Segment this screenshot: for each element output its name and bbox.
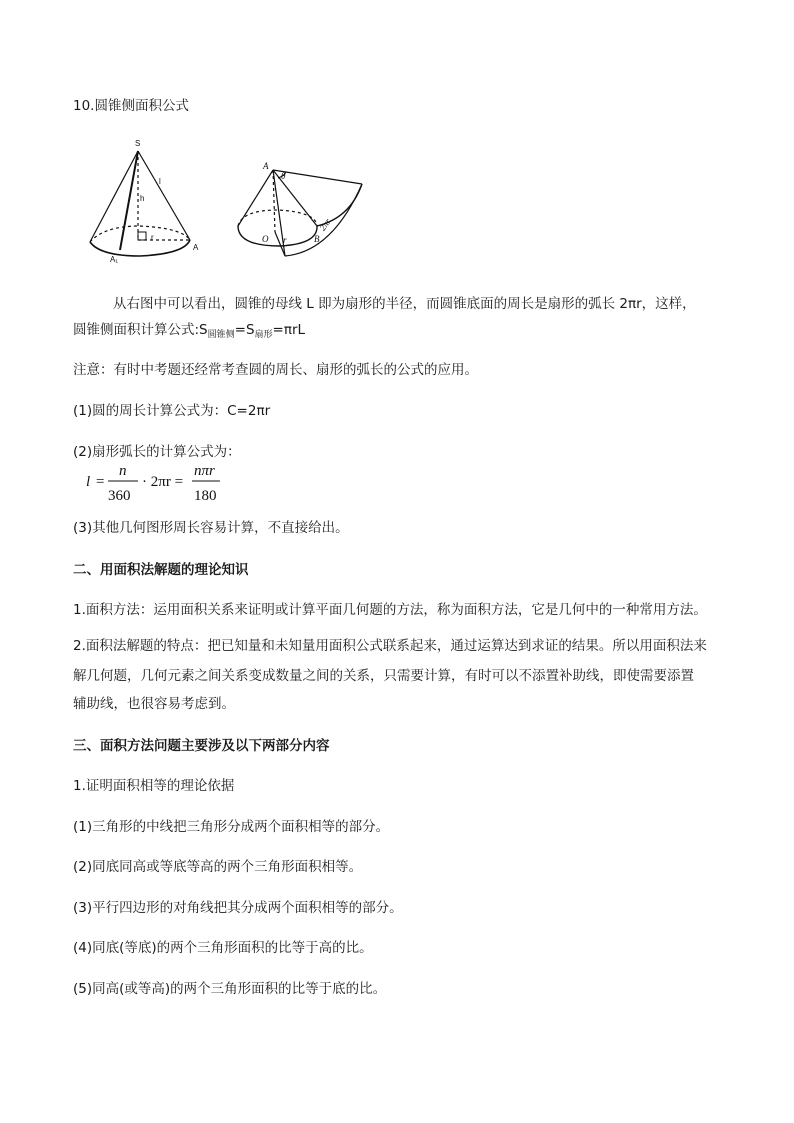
list-item: (2)同底同高或等底等高的两个三角形面积相等。 [73, 859, 363, 875]
right-cone-diagram [238, 170, 362, 256]
formula-den1: 360 [108, 488, 131, 504]
section-2-p1: 1.面积方法：运用面积关系来证明或计算平面几何题的方法，称为面积方法，它是几何中的一种常用方法。 [73, 602, 707, 618]
section-2-p2-line2: 解几何题，几何元素之间关系变成数量之间的关系，只需要计算，有时可以不添置补助线，即使需要添置 [73, 668, 694, 684]
subscript-cone-lateral: 圆锥侧 [207, 330, 235, 340]
subscript-sector: 扇形 [254, 330, 273, 340]
label-a1: A₁ [110, 255, 119, 264]
formula-mid: =S [234, 322, 255, 338]
formula-num1: n [119, 463, 127, 479]
list-item: (1)三角形的中线把三角形分成两个面积相等的部分。 [73, 819, 390, 835]
item-arc-length: (2)扇形弧长的计算公式为： [73, 444, 241, 460]
paragraph-lateral-area-2 [73, 320, 305, 345]
section-10-title: 10.圆锥侧面积公式 [73, 98, 189, 114]
list-item: (3)平行四边形的对角线把其分成两个面积相等的部分。 [73, 900, 403, 916]
list-item: (5)同高(或等高)的两个三角形面积的比等于底的比。 [73, 981, 387, 997]
formula-prefix: 圆锥侧面积计算公式:S [73, 322, 208, 338]
label-b: B [314, 234, 320, 244]
section-2-p2-line3: 辅助线，也很容易考虑到。 [73, 696, 235, 712]
label-arc-2pir: 2πr [317, 216, 333, 233]
label-a-right: A [263, 161, 269, 171]
label-theta: θ [281, 171, 286, 181]
formula-num2: nπr [194, 463, 215, 479]
section-2-heading: 二、用面积法解题的理论知识 [73, 562, 249, 578]
list-item: (4)同底(等底)的两个三角形面积的比等于高的比。 [73, 940, 373, 956]
label-r-left: r [151, 233, 154, 242]
item-circumference: (1)圆的周长计算公式为：C=2πr [73, 403, 271, 419]
formula-l: l [86, 474, 91, 490]
left-cone-diagram [90, 151, 190, 256]
note-line: 注意：有时中考题还经常考查圆的周长、扇形的弧长的公式的应用。 [73, 362, 478, 378]
label-o: O [262, 234, 269, 244]
label-s: S [135, 139, 141, 148]
formula-suffix: =πrL [272, 322, 306, 338]
label-l: l [159, 177, 161, 186]
cone-figures [80, 134, 380, 266]
label-r-right: r [283, 235, 287, 245]
section-2-p2-line1: 2.面积法解题的特点：把已知量和未知量用面积公式联系起来，通过运算达到求证的结果。所以用面积法来 [73, 638, 707, 654]
arc-length-formula [84, 460, 244, 504]
item-other-perimeters: (3)其他几何图形周长容易计算，不直接给出。 [73, 520, 349, 536]
label-h: h [140, 194, 145, 203]
label-a-left: A [193, 243, 199, 252]
section-3-heading: 三、面积方法问题主要涉及以下两部分内容 [73, 738, 330, 754]
formula-mid: · 2πr = [142, 474, 184, 490]
paragraph-lateral-area-1: 从右图中可以看出，圆锥的母线 L 即为扇形的半径，而圆锥底面的周长是扇形的弧长 2πr，这样， [113, 296, 696, 312]
section-3-sub1: 1.证明面积相等的理论依据 [73, 778, 235, 794]
formula-den2: 180 [194, 488, 217, 504]
formula-eq1: = [96, 474, 105, 490]
